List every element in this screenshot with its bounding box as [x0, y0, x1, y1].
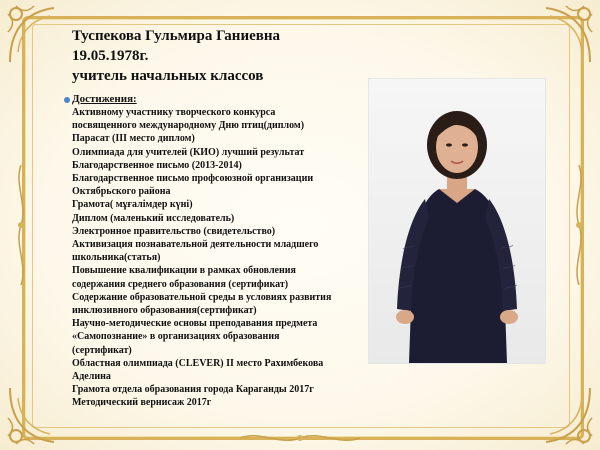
achievement-line: Научно-методические основы преподавания предмета — [72, 318, 318, 330]
achievement-line: содержания среднего образования (сертификат) — [72, 278, 289, 290]
corner-ornament-icon — [4, 378, 74, 448]
corner-ornament-icon — [526, 2, 596, 72]
achievement-line: Благодарственное письмо (2013-2014) — [72, 159, 242, 171]
achievement-line: Активному участнику творческого конкурса — [72, 107, 276, 118]
achievement-line: Содержание образовательной среды в условиях развития — [72, 291, 332, 303]
achievement-line: Аделина — [72, 371, 111, 383]
portrait-photo — [368, 78, 546, 364]
achievements-list — [72, 106, 392, 410]
side-scroll-ornament-icon — [14, 165, 28, 285]
side-scroll-ornament-icon — [572, 165, 586, 285]
portrait-illustration — [369, 79, 545, 363]
job-position: учитель начальных классов — [72, 68, 264, 84]
achievement-line: Областная олимпиада (CLEVER) II место Рахимбекова — [72, 357, 324, 369]
person-name: Туспекова Гульмира Ганиевна — [72, 28, 280, 44]
achievements-title: Достижения: — [72, 93, 137, 105]
birth-date: 19.05.1978г. — [72, 48, 149, 64]
bullet-icon — [64, 97, 70, 103]
achievement-line: Активизация познавательной деятельности младшего — [72, 239, 319, 251]
bottom-flourish-icon — [240, 430, 360, 446]
achievement-line: Олимпиада для учителей (КИО) лучший результат — [72, 146, 305, 158]
achievement-line: инклюзивного образования(сертификат) — [72, 305, 257, 317]
person-header — [72, 26, 372, 86]
achievement-line: Парасат (III место диплом) — [72, 133, 195, 145]
achievement-line: (сертификат) — [72, 344, 132, 356]
achievement-line: Благодарственное письмо профсоюзной организации — [72, 173, 314, 185]
achievement-line: школьника(статья) — [72, 252, 161, 264]
corner-ornament-icon — [4, 2, 74, 72]
corner-ornament-icon — [526, 378, 596, 448]
achievement-line: Октябрьского района — [72, 186, 171, 198]
achievement-line: Грамота( мұғалімдер күні) — [72, 199, 193, 211]
achievement-line: Методический вернисаж 2017г — [72, 397, 212, 409]
achievement-line: Электронное правительство (свидетельство) — [72, 225, 276, 237]
achievement-line: Повышение квалификации в рамках обновления — [72, 265, 296, 277]
achievement-line: Грамота отдела образования города Караганды 2017г — [72, 384, 314, 396]
achievement-line: «Самопознание» в организациях образования — [72, 331, 280, 343]
achievement-line: Диплом (маленький исследователь) — [72, 212, 235, 224]
achievement-line: посвященного международному Дню птиц(диплом) — [72, 120, 305, 132]
